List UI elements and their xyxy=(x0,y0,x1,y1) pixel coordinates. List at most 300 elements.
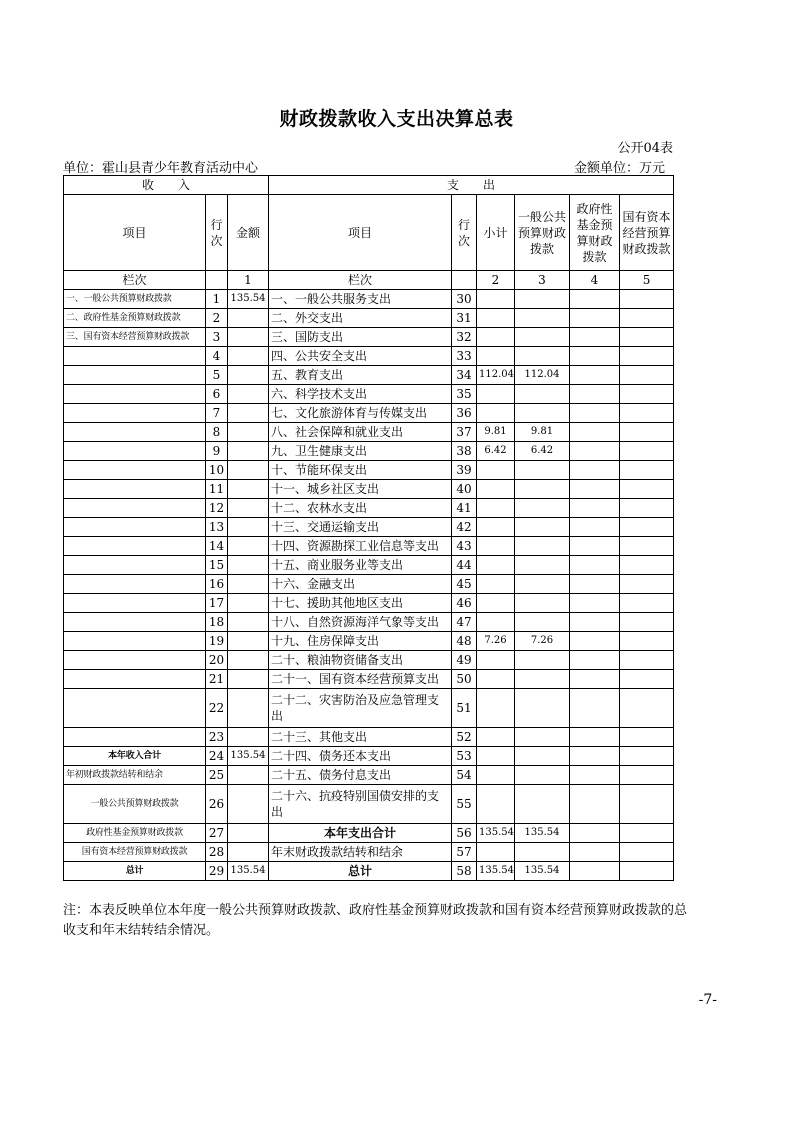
subtotal-cell xyxy=(477,613,515,632)
income-row-no-cell: 10 xyxy=(206,461,228,480)
expense-row-no-cell: 50 xyxy=(452,670,477,689)
gov-fund-cell xyxy=(570,824,620,843)
expense-row-no-cell: 35 xyxy=(452,385,477,404)
expense-row-no-header: 行次 xyxy=(452,195,477,271)
general-budget-cell xyxy=(515,651,570,670)
income-row-no-cell: 7 xyxy=(206,404,228,423)
general-budget-cell xyxy=(515,575,570,594)
income-row-no-cell: 15 xyxy=(206,556,228,575)
income-row-no-cell: 3 xyxy=(206,328,228,347)
general-budget-cell xyxy=(515,518,570,537)
gov-fund-cell xyxy=(570,689,620,728)
expense-row-no-cell: 53 xyxy=(452,747,477,766)
general-budget-cell xyxy=(515,328,570,347)
income-item-cell xyxy=(64,594,206,613)
income-amount-cell xyxy=(228,461,269,480)
income-item-cell: 国有资本经营预算财政拨款 xyxy=(64,843,206,862)
general-budget-cell xyxy=(515,747,570,766)
subtotal-cell xyxy=(477,747,515,766)
expense-item-cell: 七、文化旅游体育与传媒支出 xyxy=(269,404,452,423)
expense-item-cell: 三、国防支出 xyxy=(269,328,452,347)
table-row xyxy=(64,824,674,843)
income-item-cell xyxy=(64,537,206,556)
income-item-cell: 政府性基金预算财政拨款 xyxy=(64,824,206,843)
table-row xyxy=(64,728,674,747)
expense-row-no-cell: 36 xyxy=(452,404,477,423)
expense-row-no-cell: 49 xyxy=(452,651,477,670)
income-row-no-cell: 8 xyxy=(206,423,228,442)
income-amount-cell: 135.54 xyxy=(228,290,269,309)
general-budget-header: 一般公共预算财政拨款 xyxy=(515,195,570,271)
expense-item-cell: 九、卫生健康支出 xyxy=(269,442,452,461)
table-row xyxy=(64,575,674,594)
income-amount-cell xyxy=(228,843,269,862)
subtotal-cell xyxy=(477,385,515,404)
col-index-1: 1 xyxy=(228,271,269,290)
income-item-cell: 本年收入合计 xyxy=(64,747,206,766)
expense-row-no-cell: 54 xyxy=(452,766,477,785)
income-row-no-cell: 17 xyxy=(206,594,228,613)
state-capital-cell xyxy=(620,747,674,766)
income-amount-cell xyxy=(228,632,269,651)
income-row-no-cell: 1 xyxy=(206,290,228,309)
expense-item-cell: 本年支出合计 xyxy=(269,824,452,843)
income-amount-cell: 135.54 xyxy=(228,862,269,881)
income-amount-cell xyxy=(228,575,269,594)
income-amount-cell xyxy=(228,537,269,556)
expense-item-cell: 十八、自然资源海洋气象等支出 xyxy=(269,613,452,632)
income-amount-cell xyxy=(228,366,269,385)
income-row-no-cell: 2 xyxy=(206,309,228,328)
general-budget-cell xyxy=(515,404,570,423)
table-row xyxy=(64,347,674,366)
subtotal-cell xyxy=(477,689,515,728)
subtotal-cell xyxy=(477,843,515,862)
income-row-no-cell: 5 xyxy=(206,366,228,385)
income-item-cell xyxy=(64,442,206,461)
subtotal-cell xyxy=(477,518,515,537)
expense-row-no-cell: 44 xyxy=(452,556,477,575)
expense-item-cell: 二十二、灾害防治及应急管理支出 xyxy=(269,689,452,728)
state-capital-cell xyxy=(620,290,674,309)
income-amount-cell xyxy=(228,670,269,689)
general-budget-cell: 135.54 xyxy=(515,862,570,881)
subtotal-cell: 135.54 xyxy=(477,824,515,843)
subtotal-cell xyxy=(477,670,515,689)
income-item-cell xyxy=(64,670,206,689)
table-row xyxy=(64,537,674,556)
expense-row-no-cell: 58 xyxy=(452,862,477,881)
expense-row-no-cell: 33 xyxy=(452,347,477,366)
expense-item-cell: 总计 xyxy=(269,862,452,881)
gov-fund-cell xyxy=(570,766,620,785)
gov-fund-cell xyxy=(570,670,620,689)
table-row xyxy=(64,766,674,785)
income-amount-cell xyxy=(228,385,269,404)
expense-row-no-cell: 37 xyxy=(452,423,477,442)
subtotal-cell xyxy=(477,404,515,423)
expense-item-cell: 二十五、债务付息支出 xyxy=(269,766,452,785)
state-capital-cell xyxy=(620,824,674,843)
income-amount-cell xyxy=(228,442,269,461)
gov-fund-cell xyxy=(570,442,620,461)
unit-label: 单位：霍山县青少年教育活动中心 xyxy=(63,161,259,176)
gov-fund-cell xyxy=(570,575,620,594)
income-item-cell xyxy=(64,632,206,651)
state-capital-cell xyxy=(620,766,674,785)
expense-row-no-cell: 43 xyxy=(452,537,477,556)
table-row xyxy=(64,843,674,862)
expense-item-cell: 十九、住房保障支出 xyxy=(269,632,452,651)
table-row xyxy=(64,862,674,881)
general-budget-cell xyxy=(515,728,570,747)
income-row-no-cell: 18 xyxy=(206,613,228,632)
income-amount-cell xyxy=(228,328,269,347)
expense-row-no-cell: 41 xyxy=(452,499,477,518)
income-amount-cell xyxy=(228,518,269,537)
income-row-no-cell: 19 xyxy=(206,632,228,651)
gov-fund-cell xyxy=(570,785,620,824)
expense-row-no-cell: 34 xyxy=(452,366,477,385)
table-row xyxy=(64,404,674,423)
income-row-no-cell: 14 xyxy=(206,537,228,556)
gov-fund-cell xyxy=(570,594,620,613)
expense-item-cell: 一、一般公共服务支出 xyxy=(269,290,452,309)
gov-fund-cell xyxy=(570,613,620,632)
expense-item-cell: 二十、粮油物资储备支出 xyxy=(269,651,452,670)
income-amount-cell xyxy=(228,613,269,632)
subtotal-cell: 9.81 xyxy=(477,423,515,442)
income-row-no-cell: 27 xyxy=(206,824,228,843)
table-row xyxy=(64,385,674,404)
state-capital-cell xyxy=(620,328,674,347)
general-budget-cell xyxy=(515,290,570,309)
expense-col-label: 栏次 xyxy=(269,271,452,290)
income-amount-cell xyxy=(228,347,269,366)
expense-item-cell: 十二、农林水支出 xyxy=(269,499,452,518)
state-capital-cell xyxy=(620,442,674,461)
income-item-cell xyxy=(64,556,206,575)
table-row xyxy=(64,689,674,728)
table-row xyxy=(64,366,674,385)
general-budget-cell xyxy=(515,347,570,366)
income-item-cell xyxy=(64,575,206,594)
table-row xyxy=(64,670,674,689)
income-item-cell xyxy=(64,613,206,632)
income-item-cell xyxy=(64,728,206,747)
gov-fund-cell xyxy=(570,347,620,366)
income-row-no-cell: 21 xyxy=(206,670,228,689)
empty-cell xyxy=(206,271,228,290)
gov-fund-cell xyxy=(570,366,620,385)
income-amount-cell xyxy=(228,594,269,613)
table-row xyxy=(64,423,674,442)
page-title: 财政拨款收入支出决算总表 xyxy=(279,108,514,130)
income-item-header: 项目 xyxy=(64,195,206,271)
subtotal-cell xyxy=(477,537,515,556)
subtotal-cell xyxy=(477,347,515,366)
table-row xyxy=(64,290,674,309)
subtotal-cell xyxy=(477,766,515,785)
state-capital-cell xyxy=(620,594,674,613)
state-capital-cell xyxy=(620,366,674,385)
income-row-no-cell: 4 xyxy=(206,347,228,366)
income-row-no-cell: 24 xyxy=(206,747,228,766)
expense-item-cell: 五、教育支出 xyxy=(269,366,452,385)
footnote: 注：本表反映单位本年度一般公共预算财政拨款、政府性基金预算财政拨款和国有资本经营预算财政拨款的总收支和年末结转结余情况。 xyxy=(63,903,688,938)
income-item-cell: 总计 xyxy=(64,862,206,881)
expense-row-no-cell: 39 xyxy=(452,461,477,480)
expense-item-cell: 二十一、国有资本经营预算支出 xyxy=(269,670,452,689)
state-capital-cell xyxy=(620,499,674,518)
income-row-no-cell: 23 xyxy=(206,728,228,747)
income-row-no-cell: 20 xyxy=(206,651,228,670)
general-budget-cell xyxy=(515,785,570,824)
expense-item-cell: 十、节能环保支出 xyxy=(269,461,452,480)
expense-item-cell: 二十四、债务还本支出 xyxy=(269,747,452,766)
income-header: 收 入 xyxy=(64,176,269,195)
expense-item-cell: 十一、城乡社区支出 xyxy=(269,480,452,499)
state-capital-cell xyxy=(620,613,674,632)
income-row-no-cell: 22 xyxy=(206,689,228,728)
income-item-cell xyxy=(64,423,206,442)
gov-fund-cell xyxy=(570,728,620,747)
subtotal-cell: 135.54 xyxy=(477,862,515,881)
expense-item-cell: 二十三、其他支出 xyxy=(269,728,452,747)
state-capital-cell xyxy=(620,480,674,499)
column-header-row xyxy=(64,195,674,271)
income-row-no-cell: 11 xyxy=(206,480,228,499)
expense-item-cell: 十六、金融支出 xyxy=(269,575,452,594)
income-item-cell xyxy=(64,651,206,670)
subtotal-cell xyxy=(477,290,515,309)
income-item-cell xyxy=(64,366,206,385)
budget-table xyxy=(63,175,674,881)
gov-fund-cell xyxy=(570,537,620,556)
income-item-cell xyxy=(64,480,206,499)
gov-fund-cell xyxy=(570,461,620,480)
subtotal-cell xyxy=(477,556,515,575)
income-item-cell xyxy=(64,499,206,518)
state-capital-cell xyxy=(620,461,674,480)
table-row xyxy=(64,632,674,651)
gov-fund-cell xyxy=(570,290,620,309)
expense-row-no-cell: 51 xyxy=(452,689,477,728)
subtotal-cell xyxy=(477,480,515,499)
general-budget-cell xyxy=(515,766,570,785)
subtotal-cell xyxy=(477,785,515,824)
income-amount-cell xyxy=(228,689,269,728)
income-item-cell xyxy=(64,518,206,537)
income-amount-cell xyxy=(228,556,269,575)
expense-row-no-cell: 48 xyxy=(452,632,477,651)
expense-row-no-cell: 30 xyxy=(452,290,477,309)
table-row xyxy=(64,461,674,480)
subtotal-cell xyxy=(477,309,515,328)
income-amount-cell xyxy=(228,785,269,824)
subtotal-cell xyxy=(477,575,515,594)
state-capital-cell xyxy=(620,785,674,824)
subtotal-cell xyxy=(477,651,515,670)
income-item-cell xyxy=(64,347,206,366)
table-row xyxy=(64,747,674,766)
table-row xyxy=(64,594,674,613)
general-budget-cell: 112.04 xyxy=(515,366,570,385)
state-capital-cell xyxy=(620,309,674,328)
general-budget-cell xyxy=(515,480,570,499)
table-row xyxy=(64,328,674,347)
state-capital-header: 国有资本经营预算财政拨款 xyxy=(620,195,674,271)
income-item-cell: 年初财政拨款结转和结余 xyxy=(64,766,206,785)
expense-row-no-cell: 31 xyxy=(452,309,477,328)
general-budget-cell xyxy=(515,689,570,728)
expense-item-cell: 六、科学技术支出 xyxy=(269,385,452,404)
state-capital-cell xyxy=(620,651,674,670)
expense-row-no-cell: 45 xyxy=(452,575,477,594)
expense-item-cell: 十五、商业服务业等支出 xyxy=(269,556,452,575)
subtotal-cell xyxy=(477,461,515,480)
income-item-cell: 二、政府性基金预算财政拨款 xyxy=(64,309,206,328)
income-row-no-header: 行次 xyxy=(206,195,228,271)
empty-cell xyxy=(452,271,477,290)
income-item-cell: 三、国有资本经营预算财政拨款 xyxy=(64,328,206,347)
subtotal-cell xyxy=(477,499,515,518)
income-amount-cell: 135.54 xyxy=(228,747,269,766)
general-budget-cell xyxy=(515,499,570,518)
income-item-cell xyxy=(64,385,206,404)
table-row xyxy=(64,785,674,824)
state-capital-cell xyxy=(620,575,674,594)
table-row xyxy=(64,518,674,537)
form-code: 公开04表 xyxy=(617,141,673,156)
state-capital-cell xyxy=(620,728,674,747)
state-capital-cell xyxy=(620,518,674,537)
subtotal-cell: 6.42 xyxy=(477,442,515,461)
money-unit-label: 金额单位：万元 xyxy=(573,161,665,176)
income-item-cell: 一、一般公共预算财政拨款 xyxy=(64,290,206,309)
income-row-no-cell: 16 xyxy=(206,575,228,594)
general-budget-cell xyxy=(515,461,570,480)
gov-fund-cell xyxy=(570,518,620,537)
expense-row-no-cell: 32 xyxy=(452,328,477,347)
column-index-row xyxy=(64,271,674,290)
col-index-3: 3 xyxy=(515,271,570,290)
general-budget-cell xyxy=(515,843,570,862)
income-row-no-cell: 12 xyxy=(206,499,228,518)
income-amount-cell xyxy=(228,423,269,442)
general-budget-cell: 9.81 xyxy=(515,423,570,442)
gov-fund-cell xyxy=(570,862,620,881)
table-row xyxy=(64,309,674,328)
table-row xyxy=(64,651,674,670)
state-capital-cell xyxy=(620,404,674,423)
income-row-no-cell: 29 xyxy=(206,862,228,881)
income-item-cell xyxy=(64,689,206,728)
income-amount-cell xyxy=(228,309,269,328)
expense-item-cell: 二十六、抗疫特别国债安排的支出 xyxy=(269,785,452,824)
income-row-no-cell: 28 xyxy=(206,843,228,862)
expense-row-no-cell: 38 xyxy=(452,442,477,461)
income-amount-cell xyxy=(228,480,269,499)
gov-fund-cell xyxy=(570,404,620,423)
income-amount-cell xyxy=(228,766,269,785)
income-row-no-cell: 25 xyxy=(206,766,228,785)
page-number: -7- xyxy=(698,992,717,1008)
table-row xyxy=(64,480,674,499)
state-capital-cell xyxy=(620,862,674,881)
table-row xyxy=(64,613,674,632)
state-capital-cell xyxy=(620,385,674,404)
expense-item-cell: 十三、交通运输支出 xyxy=(269,518,452,537)
expense-row-no-cell: 42 xyxy=(452,518,477,537)
expense-item-cell: 十四、资源勘探工业信息等支出 xyxy=(269,537,452,556)
income-row-no-cell: 26 xyxy=(206,785,228,824)
section-header-row xyxy=(64,176,674,195)
expense-row-no-cell: 56 xyxy=(452,824,477,843)
gov-fund-cell xyxy=(570,556,620,575)
expense-item-cell: 四、公共安全支出 xyxy=(269,347,452,366)
income-row-no-cell: 9 xyxy=(206,442,228,461)
expense-row-no-cell: 46 xyxy=(452,594,477,613)
income-amount-cell xyxy=(228,499,269,518)
general-budget-cell xyxy=(515,537,570,556)
gov-fund-cell xyxy=(570,843,620,862)
expense-row-no-cell: 47 xyxy=(452,613,477,632)
income-amount-cell xyxy=(228,728,269,747)
gov-fund-cell xyxy=(570,499,620,518)
general-budget-cell xyxy=(515,309,570,328)
subtotal-cell xyxy=(477,728,515,747)
state-capital-cell xyxy=(620,347,674,366)
state-capital-cell xyxy=(620,423,674,442)
state-capital-cell xyxy=(620,843,674,862)
gov-fund-cell xyxy=(570,632,620,651)
col-index-2: 2 xyxy=(477,271,515,290)
gov-fund-cell xyxy=(570,651,620,670)
subtotal-header: 小计 xyxy=(477,195,515,271)
expense-row-no-cell: 57 xyxy=(452,843,477,862)
expense-row-no-cell: 52 xyxy=(452,728,477,747)
expense-item-header: 项目 xyxy=(269,195,452,271)
state-capital-cell xyxy=(620,537,674,556)
general-budget-cell: 7.26 xyxy=(515,632,570,651)
subtotal-cell: 7.26 xyxy=(477,632,515,651)
expense-item-cell: 二、外交支出 xyxy=(269,309,452,328)
income-row-no-cell: 13 xyxy=(206,518,228,537)
income-amount-cell xyxy=(228,824,269,843)
gov-fund-header: 政府性基金预算财政拨款 xyxy=(570,195,620,271)
income-amount-cell xyxy=(228,404,269,423)
income-item-cell xyxy=(64,404,206,423)
income-item-cell xyxy=(64,461,206,480)
income-col-label: 栏次 xyxy=(64,271,206,290)
gov-fund-cell xyxy=(570,423,620,442)
state-capital-cell xyxy=(620,632,674,651)
gov-fund-cell xyxy=(570,309,620,328)
general-budget-cell: 135.54 xyxy=(515,824,570,843)
subtotal-cell: 112.04 xyxy=(477,366,515,385)
table-row xyxy=(64,442,674,461)
gov-fund-cell xyxy=(570,328,620,347)
gov-fund-cell xyxy=(570,747,620,766)
col-index-5: 5 xyxy=(620,271,674,290)
general-budget-cell xyxy=(515,670,570,689)
expense-row-no-cell: 55 xyxy=(452,785,477,824)
general-budget-cell xyxy=(515,385,570,404)
general-budget-cell xyxy=(515,594,570,613)
general-budget-cell xyxy=(515,556,570,575)
income-amount-cell xyxy=(228,651,269,670)
